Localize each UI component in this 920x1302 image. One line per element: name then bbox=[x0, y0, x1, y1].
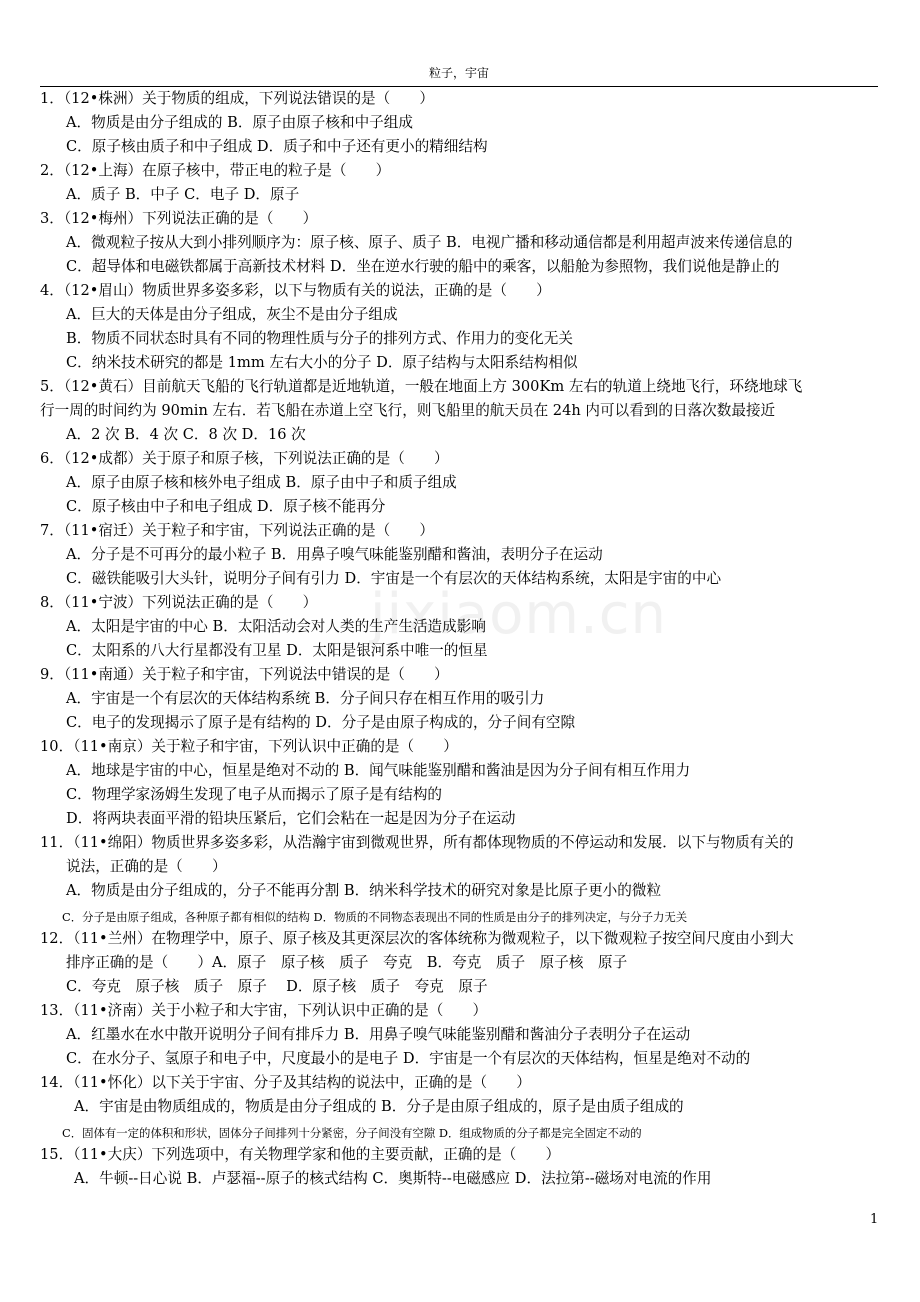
question-11-continued: 说法，正确的是（ ） bbox=[66, 858, 227, 875]
option-line: C．太阳系的八大行星都没有卫星 D．太阳是银河系中唯一的恒星 bbox=[66, 642, 488, 659]
option-line: A．红墨水在水中散开说明分子间有排斥力 B．用鼻子嗅气味能鉴别醋和酱油分子表明分子在运动 bbox=[66, 1026, 691, 1043]
question-11: 11．（11•绵阳）物质世界多姿多彩，从浩瀚宇宙到微观世界，所有都体现物质的不停运动和发展．以下与物质有关的 bbox=[40, 834, 794, 851]
question-15: 15．（11•大庆）下列选项中，有关物理学家和他的主要贡献，正确的是（ ） bbox=[40, 1146, 561, 1163]
question-12-continued: 排序正确的是（ ）A．原子 原子核 质子 夸克 B．夸克 质子 原子核 原子 bbox=[66, 954, 628, 971]
question-13: 13．（11•济南）关于小粒子和大宇宙，下列认识中正确的是（ ） bbox=[40, 1002, 488, 1019]
page-number: 1 bbox=[870, 1212, 879, 1227]
option-line: C．物理学家汤姆生发现了电子从而揭示了原子是有结构的 bbox=[66, 786, 443, 803]
option-line: C．超导体和电磁铁都属于高新技术材料 D．坐在逆水行驶的船中的乘客，以船舱为参照物，我们说他是静止的 bbox=[66, 258, 780, 275]
question-3: 3．（12•梅州）下列说法正确的是（ ） bbox=[40, 210, 318, 227]
question-12: 12．（11•兰州）在物理学中，原子、原子核及其更深层次的客体统称为微观粒子，以下微观粒子按空间尺度由小到大 bbox=[40, 930, 794, 947]
option-line: C．夸克 原子核 质子 原子 D．原子核 质子 夸克 原子 bbox=[66, 978, 488, 995]
option-line: A．太阳是宇宙的中心 B．太阳活动会对人类的生产生活造成影响 bbox=[66, 618, 486, 635]
option-line: A．质子 B．中子 C．电子 D．原子 bbox=[66, 186, 300, 203]
question-5-continued: 行一周的时间约为 90min 左右．若飞船在赤道上空飞行，则飞船里的航天员在 24h 内可以看到的日落次数最接近 bbox=[40, 402, 776, 419]
option-line: A．地球是宇宙的中心，恒星是绝对不动的 B．闻气味能鉴别醋和酱油是因为分子间有相互作用力 bbox=[66, 762, 691, 779]
question-9: 9．（11•南通）关于粒子和宇宙，下列说法中错误的是（ ） bbox=[40, 666, 449, 683]
option-line: C．固体有一定的体积和形状，固体分子间排列十分紧密，分子间没有空隙 D．组成物质的分子都是完全固定不动的 bbox=[62, 1126, 642, 1140]
option-line: A．分子是不可再分的最小粒子 B．用鼻子嗅气味能鉴别醋和酱油，表明分子在运动 bbox=[66, 546, 603, 563]
option-line: A．原子由原子核和核外电子组成 B．原子由中子和质子组成 bbox=[66, 474, 457, 491]
option-line: A．2 次 B．4 次 C．8 次 D．16 次 bbox=[66, 426, 306, 443]
option-line: C．电子的发现揭示了原子是有结构的 D．分子是由原子构成的，分子间有空隙 bbox=[66, 714, 576, 731]
option-line: A．物质是由分子组成的 B．原子由原子核和中子组成 bbox=[66, 114, 413, 131]
option-line: C．原子核由中子和电子组成 D．原子核不能再分 bbox=[66, 498, 386, 515]
question-8: 8．（11•宁波）下列说法正确的是（ ） bbox=[40, 594, 318, 611]
option-line: A．巨大的天体是由分子组成，灰尘不是由分子组成 bbox=[66, 306, 398, 323]
question-2: 2．（12•上海）在原子核中，带正电的粒子是（ ） bbox=[40, 162, 391, 179]
option-line: B．物质不同状态时具有不同的物理性质与分子的排列方式、作用力的变化无关 bbox=[66, 330, 573, 347]
question-14: 14．（11•怀化）以下关于宇宙、分子及其结构的说法中，正确的是（ ） bbox=[40, 1074, 531, 1091]
option-line: A．物质是由分子组成的，分子不能再分割 B．纳米科学技术的研究对象是比原子更小的微粒 bbox=[66, 882, 662, 899]
option-line: A．宇宙是由物质组成的，物质是由分子组成的 B．分子是由原子组成的，原子是由质子组成的 bbox=[74, 1098, 684, 1115]
question-6: 6．（12•成都）关于原子和原子核，下列说法正确的是（ ） bbox=[40, 450, 449, 467]
watermark: jixiaom.cn bbox=[370, 582, 668, 647]
option-line: A．宇宙是一个有层次的天体结构系统 B．分子间只存在相互作用的吸引力 bbox=[66, 690, 545, 707]
question-4: 4．（12•眉山）物质世界多姿多彩，以下与物质有关的说法，正确的是（ ） bbox=[40, 282, 551, 299]
question-10: 10．（11•南京）关于粒子和宇宙，下列认识中正确的是（ ） bbox=[40, 738, 458, 755]
option-line: C．分子是由原子组成，各种原子都有相似的结构 D．物质的不同物态表现出不同的性质是由分子的排列决定，与分子力无关 bbox=[62, 910, 688, 924]
option-line: C．在水分子、氢原子和电子中，尺度最小的是电子 D．宇宙是一个有层次的天体结构，恒星是绝对不动的 bbox=[66, 1050, 751, 1067]
option-line: D．将两块表面平滑的铅块压紧后，它们会粘在一起是因为分子在运动 bbox=[66, 810, 516, 827]
option-line: C．原子核由质子和中子组成 D．质子和中子还有更小的精细结构 bbox=[66, 138, 488, 155]
question-5: 5．（12•黄石）目前航天飞船的飞行轨道都是近地轨道，一般在地面上方 300Km 左右的轨道上绕地飞行，环绕地球飞 bbox=[40, 378, 803, 395]
option-line: A．微观粒子按从大到小排列顺序为：原子核、原子、质子 B．电视广播和移动通信都是利用超声波来传递信息的 bbox=[66, 234, 793, 251]
option-line: A．牛顿--日心说 B．卢瑟福--原子的核式结构 C．奥斯特--电磁感应 D．法拉第--磁场对电流的作用 bbox=[74, 1170, 712, 1187]
page-header: 粒子，宇宙 bbox=[40, 66, 878, 87]
option-line: C．磁铁能吸引大头针，说明分子间有引力 D．宇宙是一个有层次的天体结构系统，太阳是宇宙的中心 bbox=[66, 570, 722, 587]
option-line: C．纳米技术研究的都是 1mm 左右大小的分子 D．原子结构与太阳系结构相似 bbox=[66, 354, 578, 371]
question-7: 7．（11•宿迁）关于粒子和宇宙，下列说法正确的是（ ） bbox=[40, 522, 435, 539]
question-1: 1．（12•株洲）关于物质的组成，下列说法错误的是（ ） bbox=[40, 90, 435, 107]
